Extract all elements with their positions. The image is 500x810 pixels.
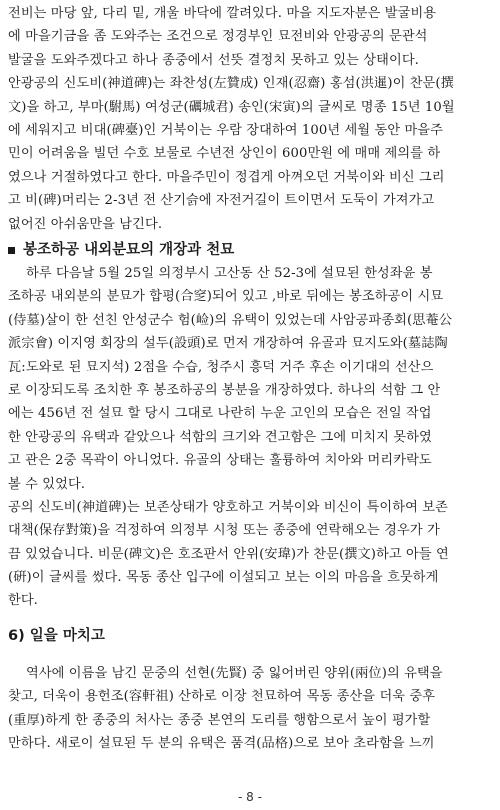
section-heading-2 [8, 624, 105, 645]
text-line: (重厚)하게 한 종중의 처사는 종중 본연의 도리를 행함으로서 높이 평가할 [8, 712, 431, 728]
text-line: 文)을 하고, 부마(駙馬) 여성군(礪城君) 송인(宋寅)의 글씨로 명종 15년 10월 [8, 99, 455, 115]
text-line: 에 세워지고 비대(碑臺)인 거북이는 우람 장대하여 100년 세월 동안 마을주 [8, 122, 443, 138]
paragraph-block-1 [8, 2, 492, 236]
text-line: 한다. [8, 593, 38, 609]
text-line: 한 안광공의 유택과 같았으나 석함의 크기와 견고함은 그에 미치지 못하였 [8, 429, 432, 445]
page-number: - 8 - [238, 790, 262, 804]
text-line: 조하공 내외분의 분묘가 합평(合窆)되어 있고 ,바로 뒤에는 봉조하공이 시묘 [8, 289, 444, 305]
text-line: 派宗會) 이지영 회장의 설두(設頭)로 먼저 개장하여 유골과 묘지도와(墓誌陶 [8, 336, 448, 352]
text-line: 에 마을기금을 좀 도와주는 조건으로 정경부인 묘전비와 안광공의 문관석 [8, 29, 428, 45]
text-line: 대책(保存對策)을 걱정하여 의정부 시청 또는 종중에 연락해오는 경우가 가 [8, 523, 440, 539]
section-heading-1-text: 봉조하공 내외분묘의 개장과 천묘 [23, 242, 235, 258]
text-line: 없어진 아쉬움만을 남긴다. [8, 216, 163, 232]
section-heading-1 [8, 238, 234, 259]
text-line: 안광공의 신도비(神道碑)는 좌찬성(左贊成) 인재(忍齋) 홍섬(洪暹)이 찬문(撰 [8, 76, 454, 92]
square-bullet-icon [8, 247, 15, 254]
text-line: 발굴을 도와주겠다고 하나 종중에서 선뜻 결정치 못하고 있는 상태이다. [8, 52, 419, 68]
text-line: 만하다. 새로이 설묘된 두 분의 유택은 품격(品格)으로 보아 초라함을 느끼 [8, 736, 435, 752]
paragraph-block-3 [8, 662, 492, 756]
text-line: 공의 신도비(神道碑)는 보존상태가 양호하고 거북이와 비신이 특이하여 보존 [8, 499, 448, 515]
text-line: (硏)이 글씨를 썼다. 목동 종산 입구에 이설되고 보는 이의 마음을 흐뭇하게 [8, 570, 439, 586]
text-line: 볼 수 있었다. [8, 476, 86, 492]
text-line: 고 비(碑)머리는 2-3년 전 산기슭에 자전거길이 트이면서 도둑이 가져가고 [8, 193, 435, 209]
text-line: 민이 어려움을 빌던 수호 보물로 수년전 상인이 600만원 에 매매 제의를 하 [8, 146, 441, 162]
text-line: 고 관은 2중 목곽이 아니었다. 유골의 상태는 훌륭하여 치아와 머리카락도 [8, 453, 432, 469]
text-line: 역사에 이름을 남긴 문중의 선현(先賢) 중 잃어버린 양위(兩位)의 유택을 [26, 666, 443, 681]
text-line: 하루 다음날 5월 25일 의정부시 고산동 산 52-3에 설묘된 한성좌윤 봉 [26, 266, 433, 281]
text-line: 에는 456년 전 설묘 할 당시 그대로 나란히 누운 고인의 모습은 전일 작업 [8, 406, 432, 422]
section-heading-2-text: 6) 일을 마치고 [8, 628, 105, 644]
text-line: 끔 있었습니다. 비문(碑文)은 호조판서 안위(安瑋)가 찬문(撰文)하고 아들 연 [8, 546, 449, 562]
text-line: 로 이장되도록 조치한 후 봉조하공의 봉분을 개장하였다. 하나의 석함 그 안 [8, 382, 441, 398]
text-line: 찾고, 더욱이 용헌조(容軒祖) 산하로 이장 천묘하여 목동 종산을 더욱 중후 [8, 689, 436, 705]
text-line: 전비는 마당 앞, 다리 밑, 개울 바닥에 깔려있다. 마을 지도자분은 발굴비용 [8, 6, 437, 21]
text-line: 였으나 거절하였다고 한다. 마을주민이 정겹게 아껴오던 거북이와 비신 그리 [8, 169, 445, 185]
text-line: 瓦:도와로 된 묘지석) 2점을 수습, 청주시 흥덕 거주 후손 이기대의 선산으 [8, 359, 434, 375]
paragraph-block-2 [8, 262, 492, 613]
text-line: (侍墓)살이 한 선친 안성군수 험(崄)의 유택이 있었는데 사암공파종회(思菴公 [8, 312, 453, 328]
